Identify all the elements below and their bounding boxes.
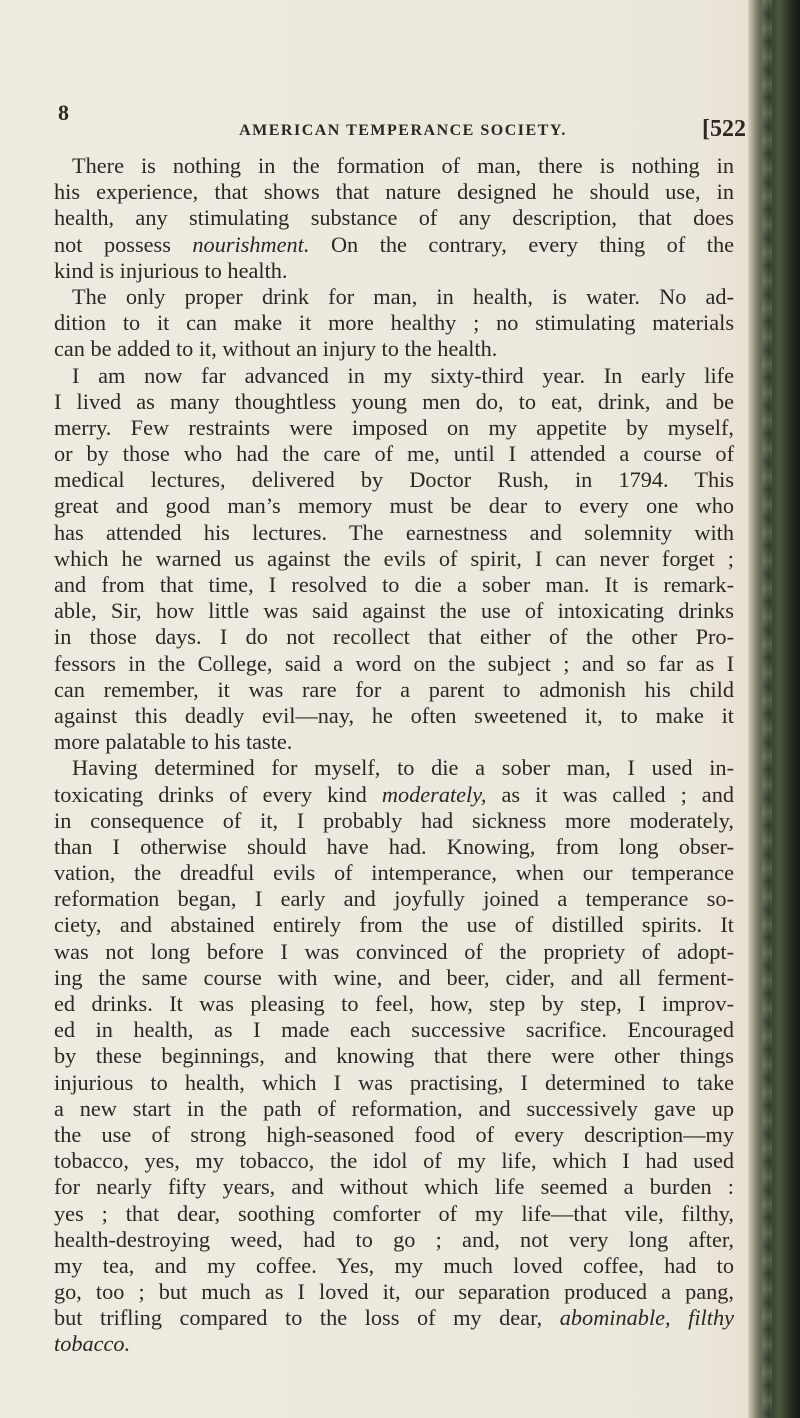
text-line [54, 834, 734, 860]
text-run: On the contrary, every thing of the [309, 231, 734, 257]
text-line [54, 1174, 734, 1200]
text-line [54, 1305, 734, 1331]
running-head: AMERICAN TEMPERANCE SOCIETY. [239, 122, 567, 139]
text-run: health-destroying weed, had to go ; and, not very long after, [54, 1226, 734, 1252]
italic-text: abominable, filthy [559, 1305, 734, 1331]
text-run: vation, the dreadful evils of intemperance, when our temperance [54, 860, 734, 886]
text-run: my tea, and my coffee. Yes, my much loved coffee, had to [54, 1252, 734, 1278]
text-line [54, 939, 734, 965]
text-run: than I otherwise should have had. Knowing, from long obser- [54, 833, 734, 859]
text-line [54, 1331, 734, 1357]
text-run: his experience, that shows that nature designed he should use, in [54, 179, 734, 205]
text-line [54, 546, 734, 572]
text-line [54, 1043, 734, 1069]
page-header [58, 100, 746, 142]
text-run: in consequence of it, I probably had sickness more moderately, [54, 807, 734, 833]
text-line [54, 572, 734, 598]
text-line [54, 441, 734, 467]
text-line [54, 1201, 734, 1227]
text-line [54, 729, 734, 755]
text-run: for nearly fifty years, and without which life seemed a burden : [54, 1174, 734, 1200]
text-line [54, 677, 734, 703]
italic-text: tobacco. [54, 1331, 131, 1357]
text-line [54, 232, 734, 258]
text-run: more palatable to his taste. [54, 729, 293, 755]
text-run: Having determined for myself, to die a sober man, I used in- [72, 755, 734, 781]
text-run: fessors in the College, said a word on the subject ; and so far as I [54, 650, 734, 676]
text-run: I lived as many thoughtless young men do, to eat, drink, and be [54, 388, 734, 414]
text-line [54, 389, 734, 415]
text-run: was not long before I was convinced of the propriety of adopt- [54, 938, 734, 964]
text-run: and from that time, I resolved to die a sober man. It is remark- [54, 572, 734, 597]
text-line [54, 310, 734, 336]
text-line [54, 703, 734, 729]
text-line [54, 467, 734, 493]
body-text [54, 153, 734, 1358]
text-run: injurious to health, which I was practising, I determined to take [54, 1069, 734, 1095]
text-run: can remember, it was rare for a parent to admonish his child [54, 676, 734, 702]
italic-text: moderately, [381, 781, 487, 807]
text-line [54, 1017, 734, 1043]
text-line [54, 493, 734, 519]
text-run: a new start in the path of reformation, and successively gave up [54, 1095, 734, 1121]
text-run: as it was called ; and [486, 781, 734, 807]
text-line [54, 1122, 734, 1148]
text-run: but trifling compared to the loss of my dear, [54, 1305, 560, 1331]
text-line [54, 886, 734, 912]
text-run: ing the same course with wine, and beer, cider, and all ferment- [54, 964, 734, 990]
text-run: tobacco, yes, my tobacco, the idol of my life, which I had used [54, 1148, 734, 1174]
text-line [54, 1148, 734, 1174]
text-run: ed drinks. It was pleasing to feel, how, step by step, I improv- [54, 991, 734, 1016]
text-line [54, 782, 734, 808]
text-run: go, too ; but much as I loved it, our separation produced a pang, [54, 1279, 734, 1305]
text-run: health, any stimulating substance of any description, that does [54, 205, 734, 231]
text-run: can be added to it, without an injury to the health. [54, 336, 498, 362]
text-run: in those days. I do not recollect that either of the other Pro- [54, 624, 734, 650]
text-run: dition to it can make it more healthy ; no stimulating materials [54, 310, 734, 336]
text-run: by these beginnings, and knowing that there were other things [54, 1043, 734, 1069]
text-line [54, 336, 734, 362]
bracketed-page-number: [522 [702, 116, 746, 142]
text-run: the use of strong high-seasoned food of every description—my [54, 1121, 734, 1147]
text-run: toxicating drinks of every kind [54, 781, 382, 807]
text-run: or by those who had the care of me, until I attended a course of [54, 441, 734, 467]
text-line [54, 1279, 734, 1305]
text-run: The only proper drink for man, in health, is water. No ad- [72, 283, 734, 309]
text-line [54, 624, 734, 650]
text-run: ciety, and abstained entirely from the use of distilled spirits. It [54, 912, 734, 938]
text-run: not possess [54, 231, 193, 257]
text-run: kind is injurious to health. [54, 257, 288, 283]
page-edge-binding [748, 0, 800, 1418]
text-run: ed in health, as I made each successive sacrifice. Encouraged [54, 1017, 734, 1043]
text-line [54, 991, 734, 1017]
text-line [54, 179, 734, 205]
text-run: There is nothing in the formation of man, there is nothing in [72, 153, 734, 178]
text-line [54, 205, 734, 231]
text-line [54, 258, 734, 284]
text-line [54, 912, 734, 938]
text-line [54, 363, 734, 389]
text-line [54, 1253, 734, 1279]
text-run: reformation began, I early and joyfully joined a temperance so- [54, 886, 734, 912]
text-run: able, Sir, how little was said against the use of intoxicating drinks [54, 598, 734, 624]
text-line [54, 1070, 734, 1096]
text-line [54, 860, 734, 886]
text-line [54, 520, 734, 546]
text-line [54, 808, 734, 834]
text-line [54, 284, 734, 310]
text-line [54, 415, 734, 441]
text-line [54, 598, 734, 624]
text-line [54, 755, 734, 781]
text-line [54, 651, 734, 677]
text-run: which he warned us against the evils of spirit, I can never forget ; [54, 545, 734, 571]
text-run: yes ; that dear, soothing comforter of my life—that vile, filthy, [54, 1200, 734, 1226]
page-number: 8 [58, 100, 69, 125]
text-line [54, 1227, 734, 1253]
text-run: merry. Few restraints were imposed on my appetite by myself, [54, 414, 734, 440]
text-run: I am now far advanced in my sixty-third year. In early life [72, 362, 734, 388]
text-run: great and good man’s memory must be dear to every one who [54, 493, 734, 519]
italic-text: nourishment. [192, 231, 310, 257]
text-line [54, 1096, 734, 1122]
text-line [54, 153, 734, 179]
text-run: has attended his lectures. The earnestness and solemnity with [54, 519, 734, 545]
text-line [54, 965, 734, 991]
text-run: medical lectures, delivered by Doctor Rush, in 1794. This [54, 467, 734, 493]
text-run: against this deadly evil—nay, he often sweetened it, to make it [54, 702, 734, 728]
